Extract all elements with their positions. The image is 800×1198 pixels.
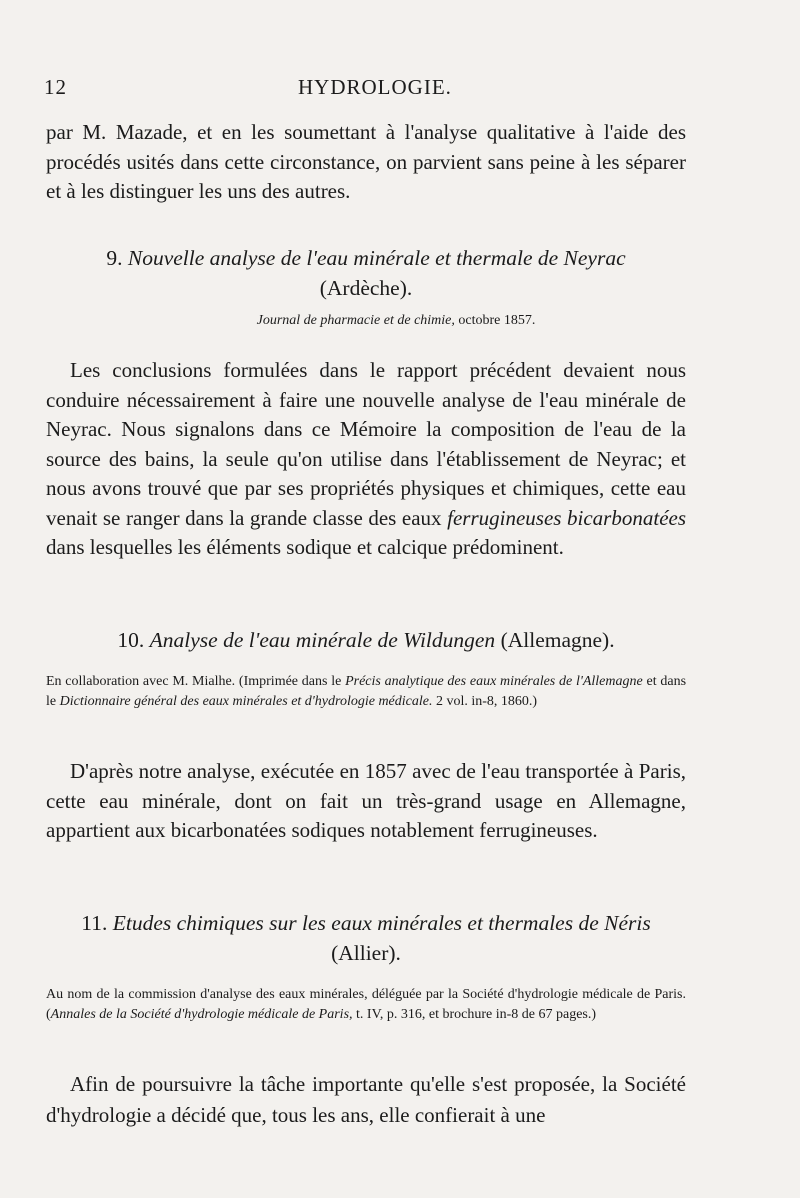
reference-date: octobre 1857. (458, 313, 536, 328)
section-10-reference: En collaboration avec M. Mialhe. (Imprimée dans le Précis analytique des eaux minérales de l'Allemagne et dans le Dictionnaire général des eaux minérales et d'hydrologie médicale. 2 vol. in-8, 1860.) (46, 674, 687, 709)
paragraph-neris: Afin de poursuivre la tâche importante qu'elle s'est proposée, la Société d'hydrologie a décidé que, tous les ans, elle confierait à une (46, 1072, 686, 1127)
section-11-reference: Au nom de la commission d'analyse des eaux minérales, déléguée par la Société d'hydrologie médicale de Paris. (Annales de la Société d'hydrologie médicale de Paris, t. IV, p. 316, et brochure in-8 de 67 pages.) (46, 987, 686, 1022)
section-title: Etudes chimiques sur les eaux minérales et thermales de Néris (112, 911, 651, 935)
section-9-reference (46, 311, 686, 331)
section-location: (Allemagne). (500, 628, 615, 652)
section-9-heading (46, 243, 686, 303)
paragraph-continued: par M. Mazade, et en les soumettant à l'analyse qualitative à l'aide des procédés usités dans cette circonstance, on parvient sans peine à les séparer et à les distinguer les uns des autres. (46, 120, 686, 203)
section-title: Analyse de l'eau minérale de Wildungen (149, 628, 496, 652)
page-header (44, 75, 684, 100)
section-number: 9. (106, 246, 123, 270)
section-title: Nouvelle analyse de l'eau minérale et thermale de Neyrac (127, 246, 626, 270)
section-location: (Ardèche). (319, 276, 413, 300)
section-number: 11. (81, 911, 108, 935)
paragraph-neyrac: Les conclusions formulées dans le rapport précédent devaient nous conduire nécessairement à faire une nouvelle analyse de l'eau minérale de Neyrac. Nous signalons dans ce Mémoire la composition de l'eau de la source des bains, la seule qu'on utilise dans l'établissement de Neyrac; et nous avons trouvé que par ses propriétés physiques et chimiques, cette eau venait se ranger dans la grande classe des eaux ferrugineuses bicarbonatées dans lesquelles les éléments sodique et calcique prédominent. (46, 358, 687, 559)
section-number: 10. (117, 628, 145, 652)
section-10-heading (46, 625, 686, 655)
paragraph-wildungen: D'après notre analyse, exécutée en 1857 avec de l'eau transportée à Paris, cette eau minérale, dont on fait un très-grand usage en Allemagne, appartient aux bicarbonatées sodiques notablement ferrugineuses. (46, 759, 686, 842)
reference-journal: Journal de pharmacie et de chimie, (256, 313, 455, 328)
page-number: 12 (44, 75, 67, 99)
section-11-heading (46, 908, 686, 968)
section-location: (Allier). (331, 941, 401, 965)
running-title: HYDROLOGIE. (298, 75, 452, 99)
